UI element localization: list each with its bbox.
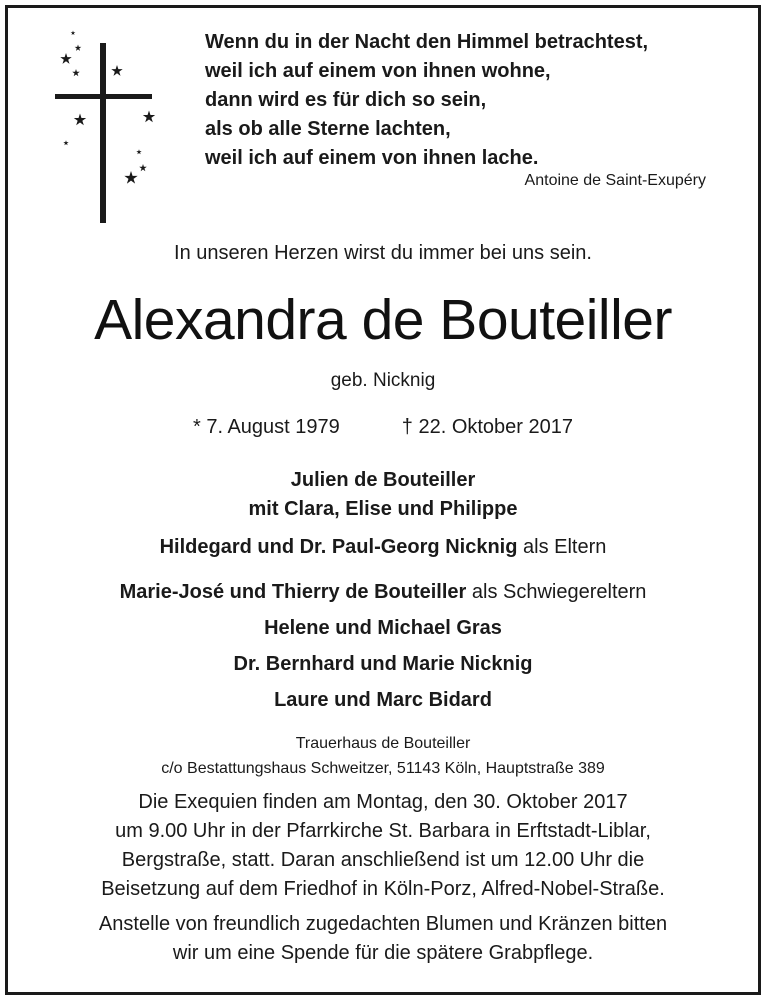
mourner-role: als Eltern [523, 536, 607, 558]
mourner-inlaws [0, 581, 766, 604]
mourner-name: Julien de Bouteiller [290, 469, 476, 491]
poem-line: weil ich auf einem von ihnen lache. [205, 147, 539, 169]
mourner-husband [0, 469, 766, 492]
service-line: Beisetzung auf dem Friedhof in Köln-Porz, Alfred-Nobel-Straße. [101, 878, 665, 900]
donation-line: Anstelle von freundlich zugedachten Blumen und Kränzen bitten [98, 913, 668, 935]
motto: In unseren Herzen wirst du immer bei uns sein. [174, 242, 592, 264]
poem-author: Antoine de Saint-Exupéry [524, 172, 706, 189]
poem-line: dann wird es für dich so sein, [205, 89, 487, 111]
mourner-name: Hildegard und Dr. Paul-Georg Nicknig [159, 536, 518, 558]
mourner-relative [0, 617, 766, 640]
mourner-name: Dr. Bernhard und Marie Nicknig [233, 653, 533, 675]
service-line: um 9.00 Uhr in der Pfarrkirche St. Barbara in Erftstadt-Liblar, [115, 820, 651, 842]
cross-with-stars-icon [48, 25, 168, 225]
mourner-name: mit Clara, Elise und Philippe [248, 498, 518, 520]
life-dates [0, 416, 766, 439]
address-line: Trauerhaus de Bouteiller [295, 735, 471, 752]
service-line: Bergstraße, statt. Daran anschließend ist um 12.00 Uhr die [121, 849, 645, 871]
mourner-name: Marie-José und Thierry de Bouteiller [119, 581, 467, 603]
poem-line: Wenn du in der Nacht den Himmel betrachtest, [205, 31, 649, 53]
mourner-relative [0, 689, 766, 712]
deceased-name: Alexandra de Bouteiller [94, 288, 672, 352]
mourner-name: Laure und Marc Bidard [274, 689, 492, 711]
poem [205, 28, 745, 173]
death-date: † 22. Oktober 2017 [401, 416, 574, 438]
mourner-name: Helene und Michael Gras [264, 617, 502, 639]
donation-line: wir um eine Spende für die spätere Grabpflege. [172, 942, 594, 964]
mourner-children [0, 498, 766, 521]
mourner-role: als Schwiegereltern [471, 581, 647, 603]
mourner-parents [0, 536, 766, 559]
address-line: c/o Bestattungshaus Schweitzer, 51143 Köln, Hauptstraße 389 [161, 760, 605, 777]
mourner-relative [0, 653, 766, 676]
maiden-name: geb. Nicknig [330, 370, 436, 391]
poem-line: weil ich auf einem von ihnen wohne, [205, 60, 551, 82]
service-line: Die Exequien finden am Montag, den 30. Oktober 2017 [138, 791, 628, 813]
poem-line: als ob alle Sterne lachten, [205, 118, 451, 140]
birth-date: * 7. August 1979 [192, 416, 340, 438]
